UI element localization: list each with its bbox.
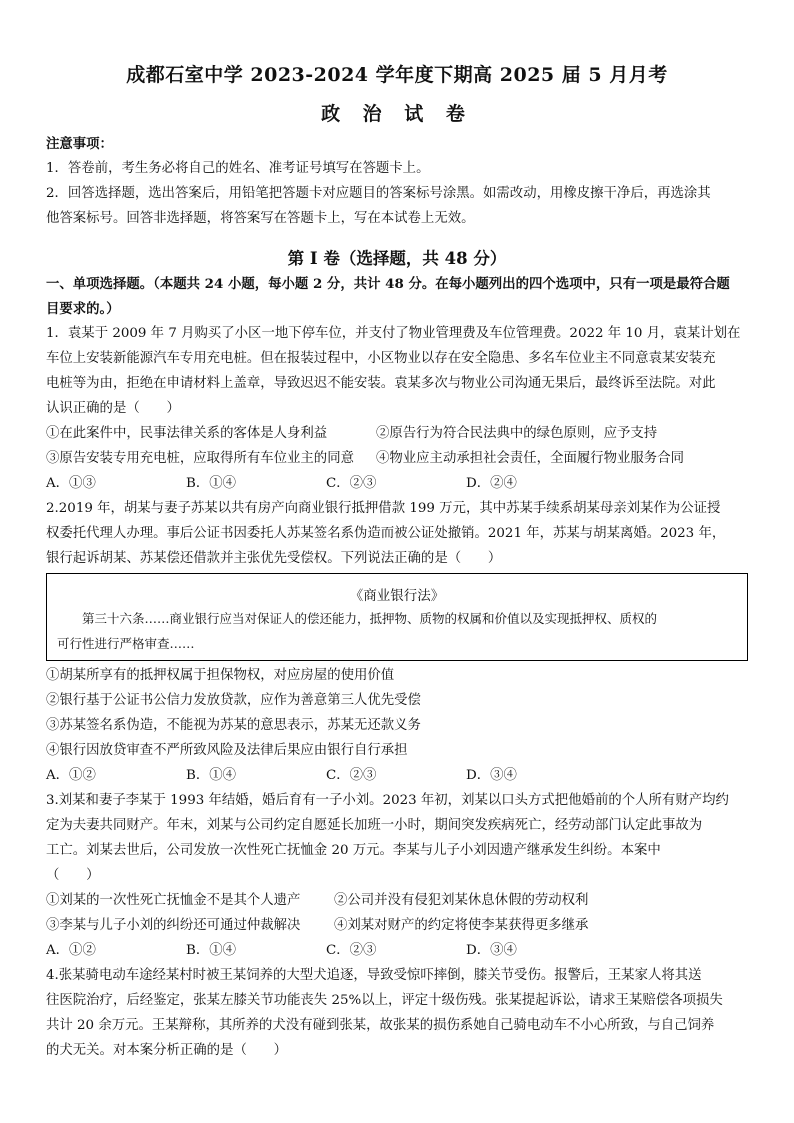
q4-stem-line-1: 4.张某骑电动车途经某村时被王某饲养的大型犬追逐，导致受惊吓摔倒，膝关节受伤。报警后，王某家人将其送: [46, 968, 702, 983]
notice-item-2-line-2: 他答案标号。回答非选择题，将答案写在答题卡上，写在本试卷上无效。: [46, 211, 475, 226]
section-instruction-line-1: 一、单项选择题。（本题共 24 小题，每小题 2 分，共计 48 分。在每小题列出的四个选项中，只有一项是最符合题: [46, 276, 730, 292]
notice-heading: 注意事项：: [46, 136, 113, 152]
section-instruction-line-2: 目要求的。）: [46, 301, 120, 317]
q1-statement-4: ④物业应主动承担社会责任，全面履行物业服务合同: [376, 451, 684, 466]
q2-statement-2: ②银行基于公证书公信力发放贷款，应作为善意第三人优先受偿: [46, 693, 421, 708]
q1-stem-line-2: 车位上安装新能源汽车专用充电桩。但在报装过程中，小区物业以存在安全隐患、多名车位业主不同意袁某安装充: [46, 351, 716, 366]
q2-statement-1: ①胡某所享有的抵押权属于担保物权，对应房屋的使用价值: [46, 668, 395, 683]
q2-statement-4: ④银行因放贷审查不严所致风险及法律后果应由银行自行承担: [46, 743, 408, 758]
q1-choice-d[interactable]: D．②④: [466, 476, 517, 491]
q2-choice-c[interactable]: C．②③: [326, 768, 377, 783]
q1-choice-b[interactable]: B．①④: [186, 476, 237, 491]
law-excerpt-line-2: 可行性进行严格审查……: [57, 636, 195, 651]
q1-statement-2: ②原告行为符合民法典中的绿色原则，应予支持: [376, 426, 658, 441]
exam-title: 成都石室中学 2023-2024 学年度下期高 2025 届 5 月月考: [126, 64, 668, 86]
q3-choice-a[interactable]: A．①②: [46, 943, 96, 958]
law-excerpt-title: 《商业银行法》: [349, 588, 445, 604]
q4-stem-line-3: 共计 20 余万元。王某辩称，其所养的犬没有碰到张某，故张某的损伤系她自己骑电动车不小心所致，与自己饲养: [46, 1018, 715, 1033]
law-excerpt-line-1: 第三十六条……商业银行应当对保证人的偿还能力，抵押物、质物的权属和价值以及实现抵押权、质权的: [57, 611, 658, 626]
notice-item-2-line-1: 2．回答选择题，选出答案后，用铅笔把答题卡对应题目的答案标号涂黑。如需改动，用橡皮擦干净后，再选涂其: [46, 186, 711, 201]
law-excerpt-box: [46, 573, 748, 661]
q4-stem-line-2: 往医院治疗，后经鉴定，张某左膝关节功能丧失 25%以上，评定十级伤残。张某提起诉讼，请求王某赔偿各项损失: [46, 993, 723, 1008]
q3-choice-c[interactable]: C．②③: [326, 943, 377, 958]
q3-choice-b[interactable]: B．①④: [186, 943, 237, 958]
q2-stem-line-3: 银行起诉胡某、苏某偿还借款并主张优先受偿权。下列说法正确的是（ ）: [46, 551, 502, 566]
q4-stem-line-4: 的犬无关。对本案分析正确的是（ ）: [46, 1043, 288, 1058]
exam-subtitle: 政 治 试 卷: [321, 103, 473, 125]
q1-choice-c[interactable]: C．②③: [326, 476, 377, 491]
q3-stem-line-2: 定为夫妻共同财产。年末，刘某与公司约定自愿延长加班一小时，期间突发疾病死亡，经劳动部门认定此事故为: [46, 818, 703, 833]
q1-statement-1: ①在此案件中，民事法律关系的客体是人身利益: [46, 426, 328, 441]
notice-item-1: 1．答卷前，考生务必将自己的姓名、准考证号填写在答题卡上。: [46, 161, 430, 176]
q2-choice-b[interactable]: B．①④: [186, 768, 237, 783]
q3-statement-4: ④刘某对财产的约定将使李某获得更多继承: [334, 918, 589, 933]
section-title: 第 I 卷（选择题，共 48 分）: [287, 249, 507, 268]
q2-stem-line-2: 权委托代理人办理。事后公证书因委托人苏某签名系伪造而被公证处撤销。2021 年，苏某与胡某离婚。2023 年，: [46, 526, 726, 541]
q3-stem-line-4: （ ）: [46, 868, 100, 883]
q1-stem-line-3: 电桩等为由，拒绝在申请材料上盖章，导致迟迟不能安装。袁某多次与物业公司沟通无果后，最终诉至法院。对此: [46, 376, 716, 391]
q2-choice-a[interactable]: A．①②: [46, 768, 96, 783]
q3-statement-2: ②公司并没有侵犯刘某休息休假的劳动权利: [334, 893, 589, 908]
q3-choice-d[interactable]: D．③④: [466, 943, 517, 958]
q2-choice-d[interactable]: D．③④: [466, 768, 517, 783]
q1-statement-3: ③原告安装专用充电桩，应取得所有车位业主的同意: [46, 451, 354, 466]
q3-statement-3: ③李某与儿子小刘的纠纷还可通过仲裁解决: [46, 918, 301, 933]
q2-stem-line-1: 2.2019 年，胡某与妻子苏某以共有房产向商业银行抵押借款 199 万元，其中苏某手续系胡某母亲刘某作为公证授: [46, 501, 721, 516]
q1-stem-line-4: 认识正确的是（ ）: [46, 401, 180, 416]
q3-stem-line-3: 工亡。刘某去世后，公司发放一次性死亡抚恤金 20 万元。李某与儿子小刘因遗产继承发生纠纷。本案中: [46, 843, 661, 858]
q3-stem-line-1: 3.刘某和妻子李某于 1993 年结婚，婚后育有一子小刘。2023 年初，刘某以口头方式把他婚前的个人所有财产均约: [46, 793, 729, 808]
q1-stem-line-1: 1．袁某于 2009 年 7 月购买了小区一地下停车位，并支付了物业管理费及车位管理费。2022 年 10 月，袁某计划在: [46, 326, 741, 341]
q1-choice-a[interactable]: A．①③: [46, 476, 96, 491]
q3-statement-1: ①刘某的一次性死亡抚恤金不是其个人遗产: [46, 893, 301, 908]
q2-statement-3: ③苏某签名系伪造，不能视为苏某的意思表示，苏某无还款义务: [46, 718, 421, 733]
